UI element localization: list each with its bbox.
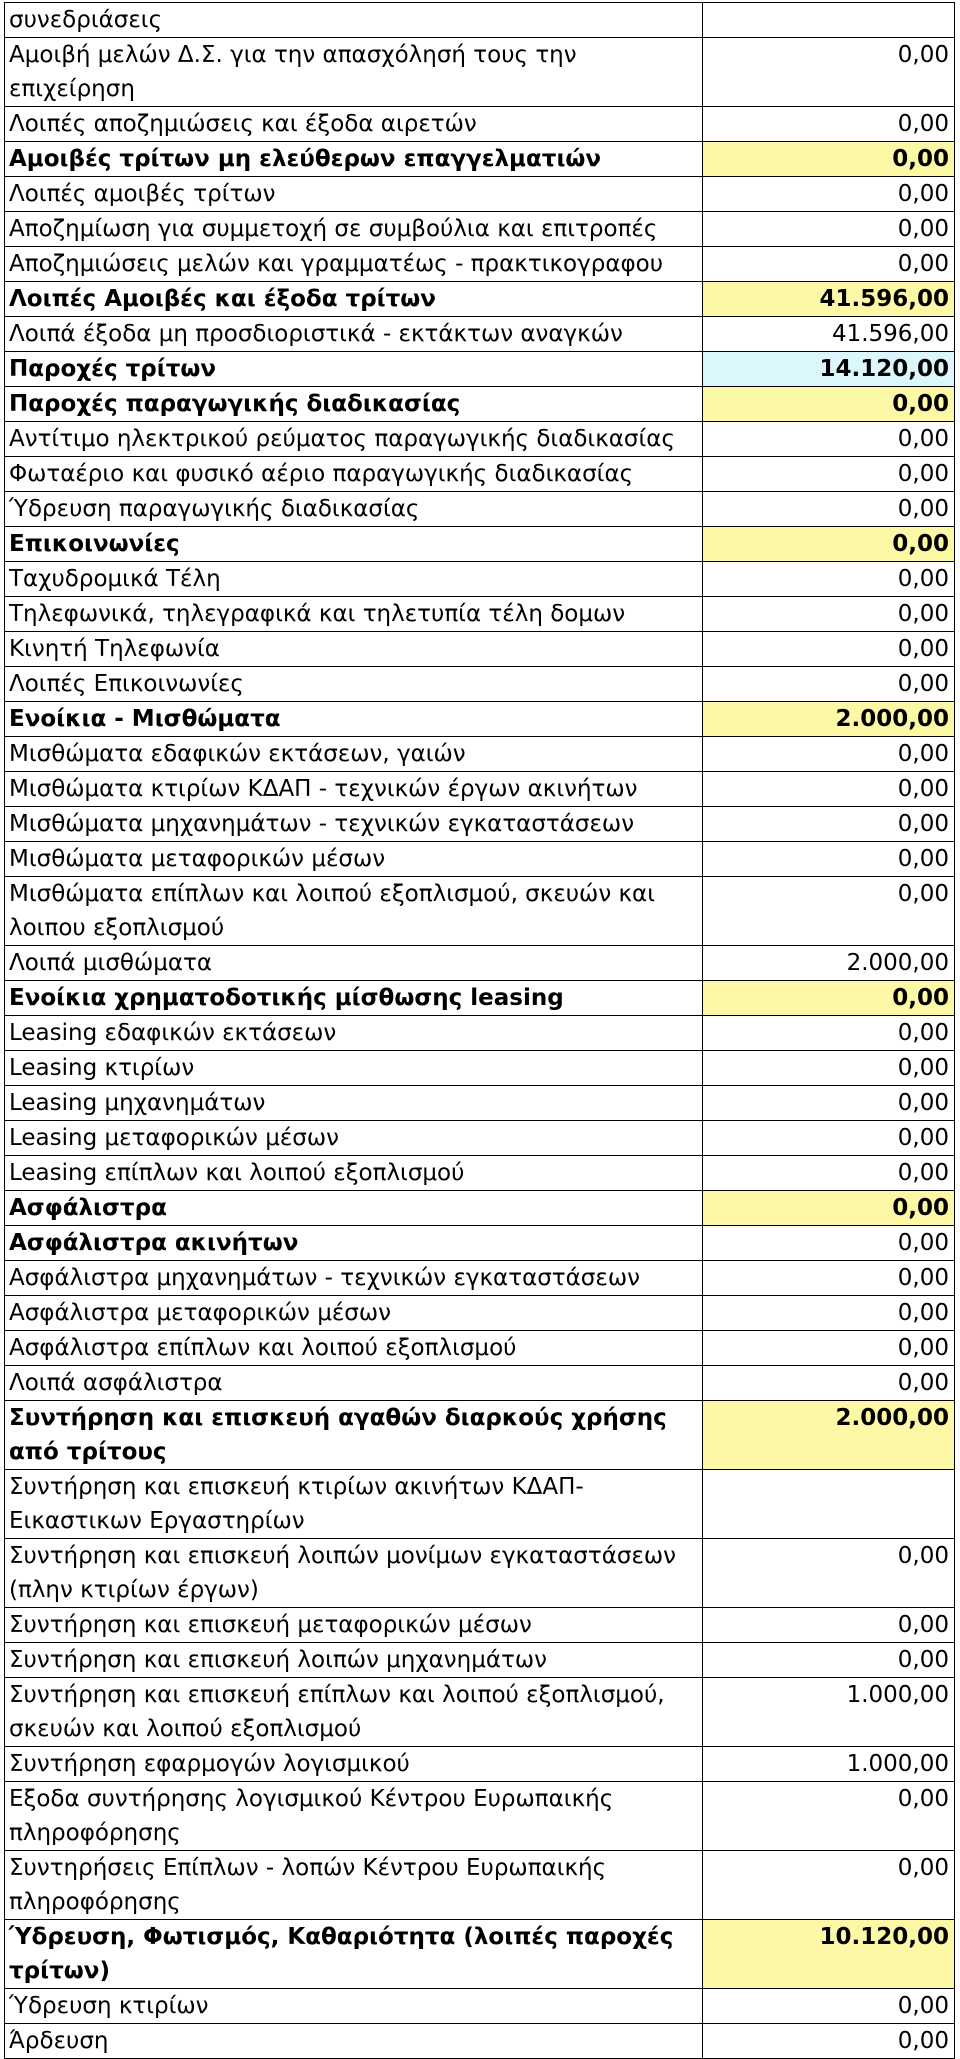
row-label: Μισθώματα κτιρίων ΚΔΑΠ - τεχνικών έργων ακινήτων [5, 772, 703, 807]
row-value: 0,00 [703, 1156, 955, 1191]
table-row [5, 597, 955, 632]
table-row-subtotal [5, 1191, 955, 1226]
row-value: 0,00 [703, 1851, 955, 1920]
row-label: Leasing μεταφορικών μέσων [5, 1121, 703, 1156]
row-label: Leasing μηχανημάτων [5, 1086, 703, 1121]
table-row [5, 1470, 955, 1539]
row-value [703, 3, 955, 38]
row-value [703, 1470, 955, 1539]
row-label: Αποζημίωση για συμμετοχή σε συμβούλια και επιτροπές [5, 212, 703, 247]
row-value: 0,00 [703, 1608, 955, 1643]
row-value: 0,00 [703, 632, 955, 667]
row-label: Ασφάλιστρα μεταφορικών μέσων [5, 1296, 703, 1331]
row-value: 0,00 [703, 772, 955, 807]
row-label: Αμοιβές τρίτων μη ελεύθερων επαγγελματιών [5, 142, 703, 177]
row-value: 0,00 [703, 142, 955, 177]
table-row [5, 1331, 955, 1366]
table-row [5, 1366, 955, 1401]
row-label: Συντήρηση εφαρμογών λογισμικού [5, 1747, 703, 1782]
row-label: Αποζημιώσεις μελών και γραμματέως - πρακτικογραφου [5, 247, 703, 282]
table-row [5, 317, 955, 352]
row-label: Ασφάλιστρα [5, 1191, 703, 1226]
row-value: 0,00 [703, 1539, 955, 1608]
row-label: Συντήρηση και επισκευή κτιρίων ακινήτων ΚΔΑΠ-Εικαστικων Εργαστηρίων [5, 1470, 703, 1539]
row-value: 14.120,00 [703, 352, 955, 387]
row-label: συνεδριάσεις [5, 3, 703, 38]
table-row-subtotal [5, 981, 955, 1016]
row-value: 0,00 [703, 2024, 955, 2059]
table-row [5, 3, 955, 38]
budget-table [4, 2, 955, 2059]
table-row [5, 1782, 955, 1851]
row-value: 0,00 [703, 1261, 955, 1296]
table-row-subtotal [5, 282, 955, 317]
table-row [5, 737, 955, 772]
table-row [5, 562, 955, 597]
row-value: 0,00 [703, 247, 955, 282]
row-label: Κινητή Τηλεφωνία [5, 632, 703, 667]
row-label: Ασφάλιστρα επίπλων και λοιπού εξοπλισμού [5, 1331, 703, 1366]
row-value: 0,00 [703, 387, 955, 422]
table-row [5, 1156, 955, 1191]
row-value: 0,00 [703, 1366, 955, 1401]
table-row-subtotal [5, 1401, 955, 1470]
row-value: 2.000,00 [703, 946, 955, 981]
row-value: 2.000,00 [703, 1401, 955, 1470]
row-label: Μισθώματα μηχανημάτων - τεχνικών εγκαταστάσεων [5, 807, 703, 842]
table-row [5, 1016, 955, 1051]
row-label: Αμοιβή μελών Δ.Σ. για την απασχόλησή τους την επιχείρηση [5, 38, 703, 107]
row-value: 0,00 [703, 1191, 955, 1226]
row-value: 0,00 [703, 1226, 955, 1261]
row-label: Άρδευση [5, 2024, 703, 2059]
table-row [5, 247, 955, 282]
row-value: 0,00 [703, 1121, 955, 1156]
table-row [5, 1296, 955, 1331]
row-label: Ενοίκια χρηματοδοτικής μίσθωσης leasing [5, 981, 703, 1016]
row-value: 0,00 [703, 1331, 955, 1366]
row-label: Αντίτιμο ηλεκτρικού ρεύματος παραγωγικής διαδικασίας [5, 422, 703, 457]
row-value: 0,00 [703, 667, 955, 702]
row-value: 10.120,00 [703, 1920, 955, 1989]
table-row [5, 667, 955, 702]
table-row [5, 1226, 955, 1261]
row-label: Λοιπά ασφάλιστρα [5, 1366, 703, 1401]
row-label: Μισθώματα επίπλων και λοιπού εξοπλισμού, σκευών και λοιπου εξοπλισμού [5, 877, 703, 946]
row-label: Λοιπές Επικοινωνίες [5, 667, 703, 702]
row-label: Συντηρήσεις Επίπλων - λοπών Κέντρου Ευρωπαικής πληροφόρησης [5, 1851, 703, 1920]
table-row [5, 946, 955, 981]
row-value: 0,00 [703, 107, 955, 142]
table-row-subtotal [5, 142, 955, 177]
row-label: Επικοινωνίες [5, 527, 703, 562]
row-label: Μισθώματα μεταφορικών μέσων [5, 842, 703, 877]
table-row [5, 38, 955, 107]
row-label: Παροχές τρίτων [5, 352, 703, 387]
row-value: 0,00 [703, 1296, 955, 1331]
row-label: Ύδρευση, Φωτισμός, Καθαριότητα (λοιπές παροχές τρίτων) [5, 1920, 703, 1989]
row-value: 0,00 [703, 422, 955, 457]
table-row-subtotal [5, 387, 955, 422]
row-label: Ασφάλιστρα μηχανημάτων - τεχνικών εγκαταστάσεων [5, 1261, 703, 1296]
row-label: Τηλεφωνικά, τηλεγραφικά και τηλετυπία τέλη δομων [5, 597, 703, 632]
row-label: Παροχές παραγωγικής διαδικασίας [5, 387, 703, 422]
row-value: 0,00 [703, 737, 955, 772]
table-row [5, 107, 955, 142]
table-row [5, 2024, 955, 2059]
table-row [5, 807, 955, 842]
row-value: 0,00 [703, 807, 955, 842]
row-label: Λοιπές αμοιβές τρίτων [5, 177, 703, 212]
row-value: 1.000,00 [703, 1747, 955, 1782]
row-label: Leasing κτιρίων [5, 1051, 703, 1086]
table-row [5, 1678, 955, 1747]
table-row [5, 422, 955, 457]
table-row [5, 1989, 955, 2024]
row-label: Λοιπά έξοδα μη προσδιοριστικά - εκτάκτων αναγκών [5, 317, 703, 352]
row-label: Λοιπές Αμοιβές και έξοδα τρίτων [5, 282, 703, 317]
table-row-subtotal [5, 527, 955, 562]
row-value: 0,00 [703, 457, 955, 492]
row-label: Συντήρηση και επισκευή αγαθών διαρκούς χρήσης από τρίτους [5, 1401, 703, 1470]
row-label: Ταχυδρομικά Τέλη [5, 562, 703, 597]
row-value: 0,00 [703, 1782, 955, 1851]
row-label: Ύδρευση παραγωγικής διαδικασίας [5, 492, 703, 527]
table-row [5, 492, 955, 527]
row-label: Συντήρηση και επισκευή επίπλων και λοιπού εξοπλισμού, σκευών και λοιπού εξοπλισμού [5, 1678, 703, 1747]
table-row [5, 1539, 955, 1608]
row-label: Φωταέριο και φυσικό αέριο παραγωγικής διαδικασίας [5, 457, 703, 492]
row-value: 41.596,00 [703, 317, 955, 352]
row-value: 0,00 [703, 492, 955, 527]
row-value: 0,00 [703, 527, 955, 562]
row-label: Ενοίκια - Μισθώματα [5, 702, 703, 737]
table-row [5, 1086, 955, 1121]
table-row [5, 1747, 955, 1782]
row-label: Συντήρηση και επισκευή λοιπών μονίμων εγκαταστάσεων (πλην κτιρίων έργων) [5, 1539, 703, 1608]
row-value: 41.596,00 [703, 282, 955, 317]
table-row [5, 1121, 955, 1156]
row-value: 1.000,00 [703, 1678, 955, 1747]
row-value: 0,00 [703, 1643, 955, 1678]
row-value: 0,00 [703, 1016, 955, 1051]
table-row [5, 457, 955, 492]
row-value: 0,00 [703, 1989, 955, 2024]
row-label: Ασφάλιστρα ακινήτων [5, 1226, 703, 1261]
table-row [5, 1643, 955, 1678]
table-row-subtotal [5, 702, 955, 737]
table-row [5, 842, 955, 877]
row-value: 0,00 [703, 212, 955, 247]
table-row [5, 1608, 955, 1643]
table-row [5, 212, 955, 247]
table-row [5, 772, 955, 807]
row-value: 0,00 [703, 981, 955, 1016]
table-row [5, 1051, 955, 1086]
table-row [5, 1851, 955, 1920]
row-label: Συντήρηση και επισκευή μεταφορικών μέσων [5, 1608, 703, 1643]
row-value: 0,00 [703, 562, 955, 597]
row-value: 0,00 [703, 38, 955, 107]
row-value: 0,00 [703, 1051, 955, 1086]
row-value: 0,00 [703, 1086, 955, 1121]
row-label: Λοιπές αποζημιώσεις και έξοδα αιρετών [5, 107, 703, 142]
row-value: 2.000,00 [703, 702, 955, 737]
row-label: Leasing επίπλων και λοιπού εξοπλισμού [5, 1156, 703, 1191]
row-value: 0,00 [703, 597, 955, 632]
row-label: Εξοδα συντήρησης λογισμικού Κέντρου Ευρωπαικής πληροφόρησης [5, 1782, 703, 1851]
table-row-subtotal [5, 1920, 955, 1989]
row-label: Leasing εδαφικών εκτάσεων [5, 1016, 703, 1051]
row-label: Μισθώματα εδαφικών εκτάσεων, γαιών [5, 737, 703, 772]
row-label: Λοιπά μισθώματα [5, 946, 703, 981]
table-row [5, 632, 955, 667]
row-label: Συντήρηση και επισκευή λοιπών μηχανημάτων [5, 1643, 703, 1678]
table-row [5, 177, 955, 212]
row-value: 0,00 [703, 842, 955, 877]
table-row-group-total [5, 352, 955, 387]
row-value: 0,00 [703, 177, 955, 212]
table-row [5, 1261, 955, 1296]
row-value: 0,00 [703, 877, 955, 946]
table-row [5, 877, 955, 946]
row-label: Ύδρευση κτιρίων [5, 1989, 703, 2024]
